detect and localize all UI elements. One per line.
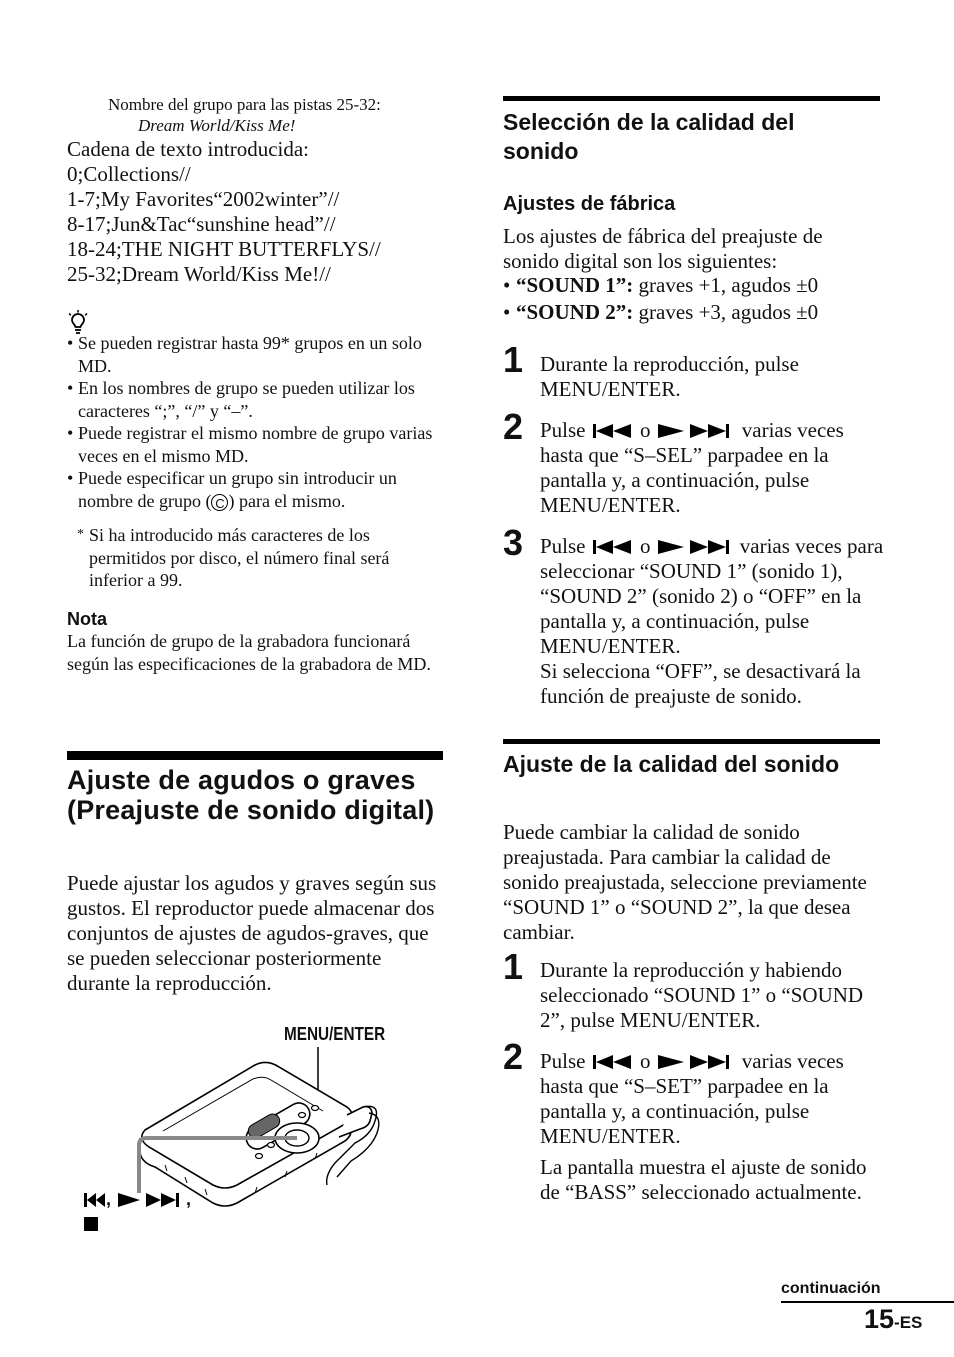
string-line: 0;Collections// [67,162,191,186]
play-next-track-icon [656,539,740,555]
selection-title: Selección de la calidad del sonido [503,109,795,164]
string-line: 25-32;Dream World/Kiss Me!// [67,262,331,286]
footnote [77,524,437,592]
text-string-block [67,137,447,287]
string-line: 18-24;THE NIGHT BUTTERFLYS// [67,237,381,261]
step-number: 3 [503,522,524,563]
continued-label: continuación [781,1280,881,1297]
step-number: 1 [503,946,524,987]
previous-track-icon [591,1054,635,1070]
previous-track-icon [84,1193,106,1207]
adjust-text: Puede cambiar la calidad de sonido preajustada. Para cambiar la calidad de sonido preajustada, seleccione previamente “SOUND 1” o “SOUND 2”, la que desea cambiar. [503,820,867,944]
stop-icon [84,1217,98,1231]
step-number: 1 [503,339,524,380]
page-number: 15-ES [864,1304,923,1334]
step-number: 2 [503,1036,524,1077]
buttons-callout-label [84,1187,191,1235]
tip4-after: ) para el mismo. [228,490,346,511]
section-rule [67,751,443,760]
label-separator: , [106,1189,112,1209]
tips-list [67,332,447,512]
list-item [67,467,447,512]
note-text: La función de grupo de la grabadora funcionará según las especificaciones de la grabadora de MD. [67,631,431,674]
play-next-track-icon [656,1054,742,1070]
note-title: Nota [67,609,107,629]
step-extra: Si selecciona “OFF”, se desactivará la función de preajuste de sonido. [540,659,861,708]
step-extra: La pantalla muestra el ajuste de sonido de “BASS” seleccionado actualmente. [540,1155,867,1204]
play-next-track-icon [116,1193,186,1207]
example-caption: Nombre del grupo para las pistas 25-32: [108,95,381,114]
step-text: Durante la reproducción, pulse MENU/ENTER. [540,352,799,401]
factory-list [503,272,878,326]
selection-rule [503,96,880,101]
label-trailing-comma: , [186,1189,192,1209]
footnote-text: Si ha introducido más caracteres de los permitidos por disco, el número final será inferior a 99. [89,525,390,590]
list-item: • “SOUND 1”: graves +1, agudos ±0 [503,272,878,299]
factory-text: Los ajustes de fábrica del preajuste de sonido digital son los siguientes: [503,224,823,273]
step-text: Pulse o varias veces hasta que “S–SEL” parpadee en la pantalla y, a continuación, pulse MENU/ENTER. [540,418,844,517]
menu-enter-label: MENU/ENTER [284,1024,386,1044]
step-number: 2 [503,406,524,447]
step-text: Durante la reproducción y habiendo seleccionado “SOUND 1” o “SOUND 2”, pulse MENU/ENTER. [540,958,864,1032]
adjust-title: Ajuste de la calidad del sonido [503,751,840,777]
string-line: 8-17;Jun&Tac“sunshine head”// [67,212,336,236]
string-line: 1-7;My Favorites“2002winter”// [67,187,340,211]
list-item: • En los nombres de grupo se pueden utilizar los caracteres “;”, “/” y “–”. [67,377,447,422]
section-title: Ajuste de agudos o graves (Preajuste de sonido digital) [67,765,435,825]
factory-title: Ajustes de fábrica [503,193,676,215]
step-text: Pulse o varias veces para seleccionar “SOUND 1” (sonido 1), “SOUND 2” (sonido 2) o “OFF” en la pantalla y, a continuación, pulse MENU/ENTER. Si selecciona “OFF”, se desactivará la función de preajuste de sonido. [540,534,884,708]
example-name: Dream World/Kiss Me! [138,116,296,135]
group-symbol-icon: C [211,494,228,511]
footnote-mark: * [77,527,84,542]
section-intro: Puede ajustar los agudos y graves según sus gustos. El reproductor puede almacenar dos conjuntos de ajustes de agudos-graves, que se pueden seleccionar posteriormente durante la reproducción. [67,871,437,995]
adjust-rule [503,739,880,744]
string-line: Cadena de texto introducida: [67,137,310,161]
play-next-track-icon [656,423,742,439]
previous-track-icon [591,539,635,555]
list-item: • Se pueden registrar hasta 99* grupos en un solo MD. [67,332,447,377]
tip4-before: Puede especificar un grupo sin introducir un nombre de grupo ( [78,468,397,511]
list-item: • Puede registrar el mismo nombre de grupo varias veces en el mismo MD. [67,422,447,467]
list-item: • “SOUND 2”: graves +3, agudos ±0 [503,299,878,326]
previous-track-icon [591,423,635,439]
step-text: Pulse o varias veces hasta que “S–SET” parpadee en la pantalla y, a continuación, pulse MENU/ENTER. La pantalla muestra el ajuste de sonido de “BASS” seleccionado actualmente. [540,1049,880,1205]
